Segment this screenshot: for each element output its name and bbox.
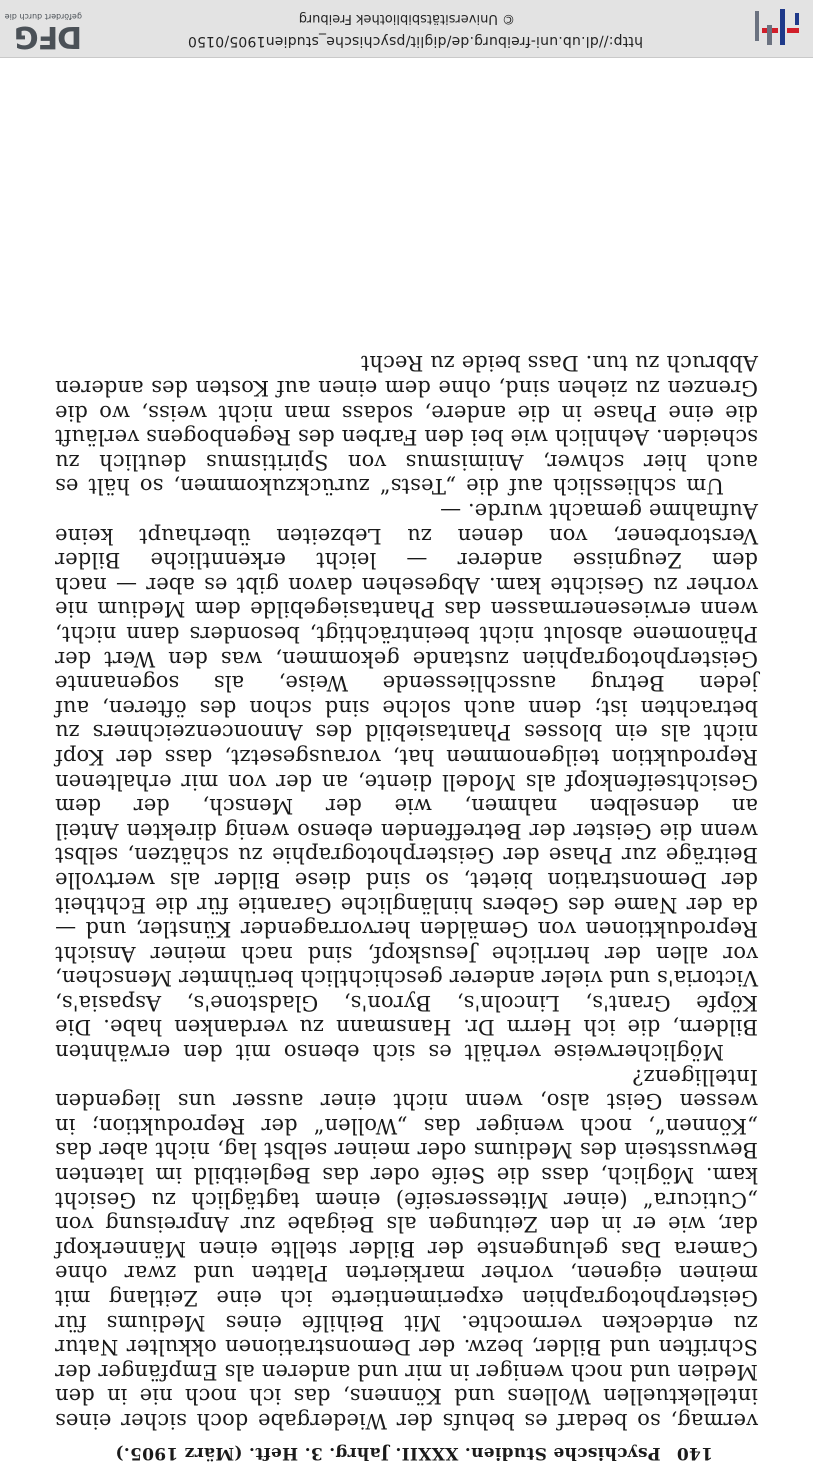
running-title: Psychische Studien. XXXII. Jahrg. 3. Heft. (März 1905.)	[115, 1443, 661, 1463]
paragraph-3: Um schliesslich auf die „Tests“ zurückzukommen, so hält es auch hier schwer, Animismus von Spiritismus deutlich zu scheiden. Aehnlich wie bei den Farben des Regenbogens verläuft die eine Phase in die andere, sodass man nicht weiss, wo die Grenzen zu ziehen sind, ohne dem einen auf Kosten des anderen Abbruch zu tun. Dass beide zu Recht	[55, 351, 758, 499]
dfg-logo	[2, 3, 82, 54]
page-number: 140	[676, 1443, 713, 1463]
document-url[interactable]: http://dl.ub.uni-freiburg.de/diglit/psychische_studien1905/0150	[187, 33, 643, 49]
body-text	[55, 351, 758, 1433]
university-library-logo	[749, 5, 801, 49]
paragraph-1: vermag, so bedarf es behufs der Wiedergabe doch sicher eines intellektuellen Wollens und Könnens, das ich noch nie in den Medien und noch weniger in mir und anderen als Empfänger der Schriften und Bilder, bezw. der Demonstrationen okkulter Natur zu entdecken vermochte. Mit Beihilfe eines Mediums für Geisterphotographien experimentierte ich eine Zeitlang mit meinen eigenen, vorher markierten Platten und zwar ohne Camera Das gelungenste der Bilder stellte einen Männerkopf dar, wie er in den Zeitungen als Beigabe zur Anpreisung von „Cuticura“ (einer Mitesserseife) einem tagtäglich zu Gesicht kam. Möglich, dass die Seife oder das Begleitbild im latenten Bewusstsein des Mediums oder meiner selbst lag, nicht aber das „Können“, noch weniger das „Wollen“ der Reproduktion; in wessen Geist also, wenn nicht einer ausser uns liegenden Intelligenz?	[55, 1064, 758, 1433]
scanned-page	[0, 58, 813, 1473]
dfg-logo-caption: gefördert durch die	[4, 12, 82, 21]
paragraph-2: Möglicherweise verhält es sich ebenso mit den erwähnten Bildern, die ich Herrn Dr. Hansmann zu verdanken habe. Die Köpfe Grant's, Lincoln's, Byron's, Gladstone's, Aspasia's, Victoria's und vieler anderer geschichtlich berühmter Menschen, vor allen der herrliche Jesuskopf, sind nach meiner Ansicht Reproduktionen von Gemälden hervorragender Künstler, und — da der Name des Gebers hinlängliche Garantie für die Echtheit der Demonstration bietet, so sind diese Bilder als wertvolle Beiträge zur Phase der Geisterphotographie zu schätzen, selbst wenn die Geister der Betreffenden ebenso wenig direkten Anteil an denselben nahmen, wie der Mensch, der dem Gesichtseifenkopf als Modell diente, an der von mir erhaltenen Reproduktion teilgenommen hat, vorausgesetzt, dass der Kopf nicht als ein blosses Phantasiebild des Annoncenzeichners zu betrachten ist; denn auch solche sind schon des öfteren, auf jeden Betrug ausschliessende Weise, als sogenannte Geisterphotographien zustande gekommen, was den Wert der Phänomene absolut nicht beeinträchtigt, besonders dann nicht, wenn erwiesenermassen das Phantasiegebilde dem Medium nie vorher zu Gesichte kam. Abgesehen davon gibt es aber — nach dem Zeugnisse anderer — leicht erkenntliche Bilder Verstorbener, von denen zu Lebzeiten überhaupt keine Aufnahme gemacht wurde. —	[55, 499, 758, 1065]
dfg-logo-letters: DFG	[14, 19, 82, 54]
footer-bar	[0, 0, 813, 58]
running-head	[86, 1443, 713, 1463]
copyright-notice: © Universitätsbibliothek Freiburg	[298, 11, 515, 26]
